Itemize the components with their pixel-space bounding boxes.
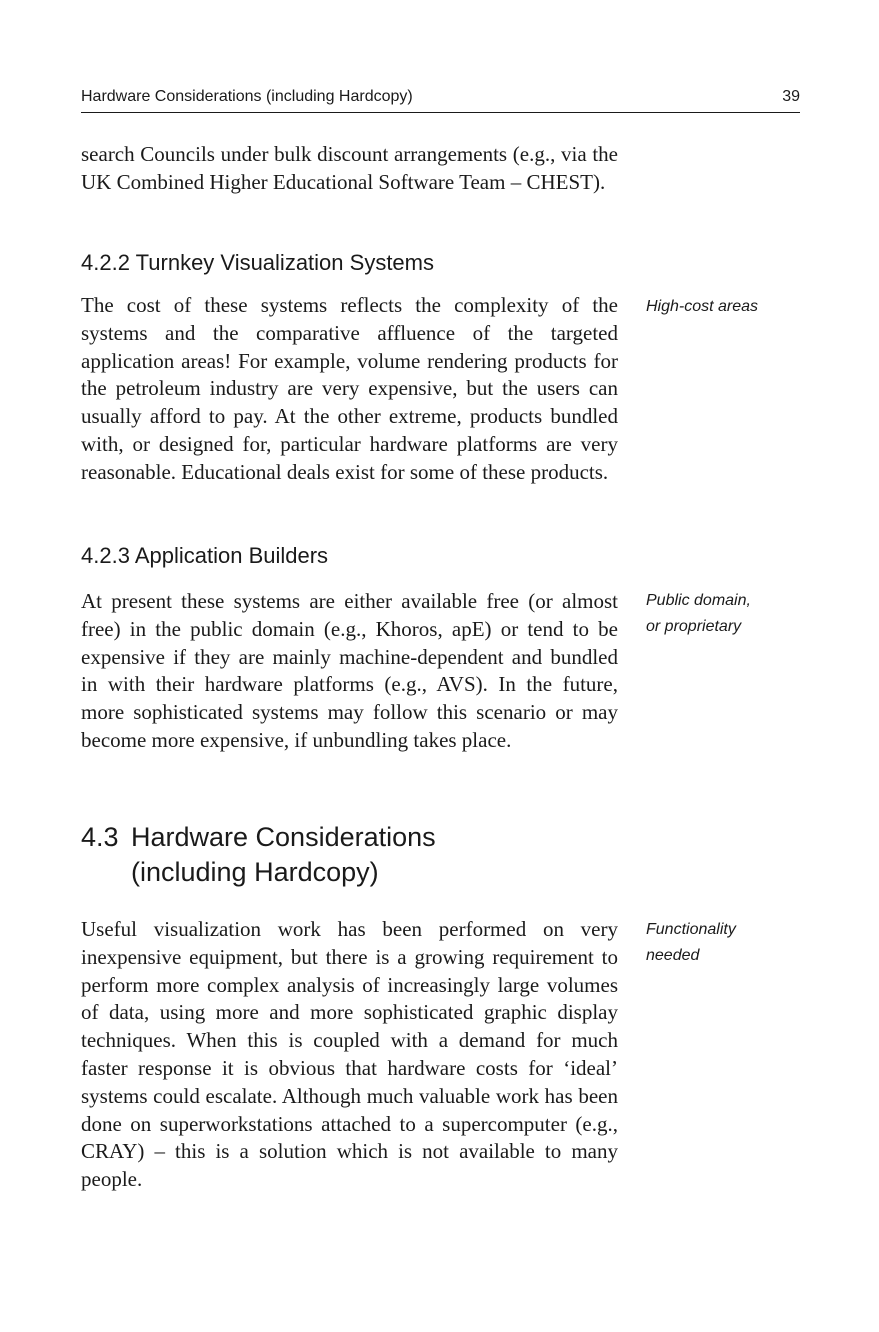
section-heading-line2: (including Hardcopy) [131, 857, 379, 887]
margin-note-public-domain [646, 588, 806, 640]
subsection-heading-4-2-2: 4.2.2 Turnkey Visualization Systems [81, 250, 434, 275]
intro-paragraph: search Councils under bulk discount arrangements (e.g., via the UK Combined Higher Educational Software Team – CHEST). [81, 142, 618, 194]
running-header [81, 86, 800, 113]
page-number: 39 [782, 88, 800, 105]
section-heading-4-3 [81, 820, 436, 890]
paragraph-application-builders: At present these systems are either available free (or almost free) in the public domain (e.g., Khoros, apE) or tend to be expensive if they are mainly machine-dependent and bundled in with their hardware platforms (e.g., AVS). In the future, more sophisticated systems may follow this scenario or may become more expensive, if unbundling takes place. [81, 589, 618, 752]
margin-note-functionality-line2: needed [646, 947, 700, 964]
margin-note-high-cost: High-cost areas [646, 298, 759, 315]
margin-note-public-domain-line2: or proprietary [646, 618, 742, 635]
paragraph-turnkey-systems: The cost of these systems reflects the complexity of the systems and the comparative affluence of the targeted application areas! For example, volume rendering products for the petroleum industry are very expensive, but the users can usually afford to pay. At the other extreme, products bundled with, or designed for, particular hardware platforms are very reasonable. Educational deals exist for some of these products. [81, 293, 618, 484]
paragraph-hardware-considerations: Useful visualization work has been performed on very inexpensive equipment, but there is a growing requirement to perform more complex analysis of increasingly large volumes of data, using more and more sophisticated graphic display techniques. When this is coupled with a demand for much faster response it is obvious that hardware costs for ‘ideal’ systems could escalate. Although much valuable work has been done on superworkstations attached to a supercomputer (e.g., CRAY) – this is a solution which is not available to many people. [81, 917, 618, 1192]
margin-note-public-domain-line1: Public domain, [646, 592, 751, 609]
subsection-heading-4-2-3: 4.2.3 Application Builders [81, 543, 329, 568]
margin-note-functionality-line1: Functionality [646, 921, 736, 938]
running-title: Hardware Considerations (including Hardcopy) [81, 88, 413, 105]
section-heading-number: 4.3 [81, 822, 119, 852]
section-heading-line1: Hardware Considerations [131, 822, 436, 852]
margin-note-functionality [646, 917, 806, 969]
